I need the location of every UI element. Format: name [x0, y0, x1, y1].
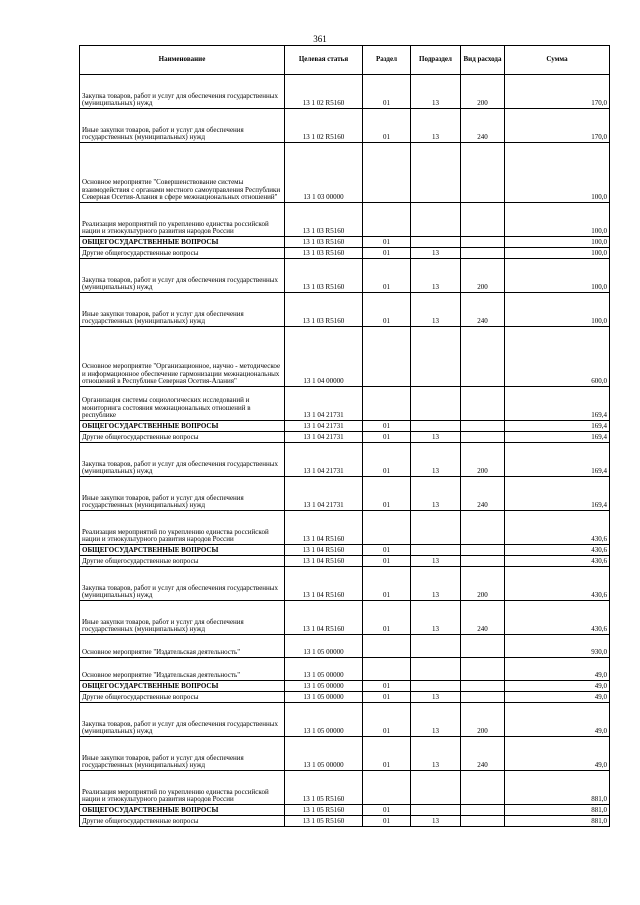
row-amount-cell: 881,0 [505, 816, 610, 827]
header-amount: Сумма [505, 46, 610, 75]
table-row [80, 477, 610, 511]
row-subsection-cell: 13 [411, 248, 461, 259]
row-subsection-cell: 13 [411, 432, 461, 443]
row-code-cell: 13 1 03 R5160 [285, 248, 363, 259]
header-subsection: Подраздел [411, 46, 461, 75]
row-name-cell: ОБЩЕГОСУДАРСТВЕННЫЕ ВОПРОСЫ [80, 805, 285, 816]
row-expense-type-cell [461, 556, 505, 567]
row-section-cell: 01 [363, 75, 411, 109]
row-expense-type-cell [461, 658, 505, 681]
row-amount-cell: 430,6 [505, 556, 610, 567]
row-amount-cell: 49,0 [505, 737, 610, 771]
row-code-cell: 13 1 05 00000 [285, 658, 363, 681]
table-row [80, 703, 610, 737]
row-name-cell: Реализация мероприятий по укреплению единства российской нации и этнокультурного развития народов России [80, 511, 285, 545]
table-row [80, 327, 610, 387]
table-row [80, 805, 610, 816]
row-amount-cell: 169,4 [505, 387, 610, 421]
row-name-cell: Закупка товаров, работ и услуг для обеспечения государственных (муниципальных) нужд [80, 703, 285, 737]
row-name-cell: Иные закупки товаров, работ и услуг для обеспечения государственных (муниципальных) нужд [80, 109, 285, 143]
row-section-cell: 01 [363, 556, 411, 567]
row-amount-cell: 600,0 [505, 327, 610, 387]
row-expense-type-cell [461, 805, 505, 816]
table-row [80, 75, 610, 109]
row-section-cell [363, 327, 411, 387]
page-number: 361 [313, 34, 327, 44]
row-name-cell: ОБЩЕГОСУДАРСТВЕННЫЕ ВОПРОСЫ [80, 545, 285, 556]
row-section-cell [363, 771, 411, 805]
row-expense-type-cell [461, 421, 505, 432]
header-name: Наименование [80, 46, 285, 75]
row-code-cell: 13 1 05 00000 [285, 703, 363, 737]
row-expense-type-cell: 240 [461, 109, 505, 143]
row-section-cell: 01 [363, 601, 411, 635]
table-row [80, 771, 610, 805]
row-subsection-cell [411, 143, 461, 203]
row-subsection-cell [411, 511, 461, 545]
row-expense-type-cell [461, 635, 505, 658]
row-name-cell: Иные закупки товаров, работ и услуг для обеспечения государственных (муниципальных) нужд [80, 737, 285, 771]
row-expense-type-cell: 200 [461, 567, 505, 601]
table-row [80, 443, 610, 477]
table-row [80, 203, 610, 237]
row-name-cell: Закупка товаров, работ и услуг для обеспечения государственных (муниципальных) нужд [80, 75, 285, 109]
table-row [80, 259, 610, 293]
row-expense-type-cell [461, 387, 505, 421]
row-amount-cell: 100,0 [505, 237, 610, 248]
row-code-cell: 13 1 05 00000 [285, 737, 363, 771]
row-name-cell: ОБЩЕГОСУДАРСТВЕННЫЕ ВОПРОСЫ [80, 237, 285, 248]
row-subsection-cell: 13 [411, 75, 461, 109]
row-name-cell: Закупка товаров, работ и услуг для обеспечения государственных (муниципальных) нужд [80, 567, 285, 601]
row-code-cell: 13 1 04 21731 [285, 477, 363, 511]
row-code-cell: 13 1 02 R5160 [285, 109, 363, 143]
row-subsection-cell [411, 545, 461, 556]
row-code-cell: 13 1 04 00000 [285, 327, 363, 387]
row-subsection-cell [411, 658, 461, 681]
row-subsection-cell [411, 771, 461, 805]
table-row [80, 556, 610, 567]
row-code-cell: 13 1 04 21731 [285, 387, 363, 421]
row-expense-type-cell: 240 [461, 737, 505, 771]
table-row [80, 635, 610, 658]
row-expense-type-cell: 200 [461, 443, 505, 477]
row-code-cell: 13 1 02 R5160 [285, 75, 363, 109]
row-code-cell: 13 1 05 R5160 [285, 805, 363, 816]
table-row [80, 511, 610, 545]
row-name-cell: Иные закупки товаров, работ и услуг для обеспечения государственных (муниципальных) нужд [80, 293, 285, 327]
row-amount-cell: 100,0 [505, 143, 610, 203]
table-row [80, 737, 610, 771]
budget-table [79, 45, 610, 827]
row-section-cell: 01 [363, 692, 411, 703]
row-expense-type-cell [461, 143, 505, 203]
row-code-cell: 13 1 04 R5160 [285, 511, 363, 545]
row-expense-type-cell [461, 248, 505, 259]
row-subsection-cell [411, 237, 461, 248]
row-section-cell: 01 [363, 477, 411, 511]
row-amount-cell: 430,6 [505, 567, 610, 601]
row-subsection-cell [411, 387, 461, 421]
row-amount-cell: 170,0 [505, 75, 610, 109]
row-code-cell: 13 1 04 R5160 [285, 545, 363, 556]
row-code-cell: 13 1 03 R5160 [285, 259, 363, 293]
row-name-cell: Другие общегосударственные вопросы [80, 248, 285, 259]
row-subsection-cell: 13 [411, 259, 461, 293]
row-expense-type-cell: 200 [461, 259, 505, 293]
row-expense-type-cell [461, 692, 505, 703]
row-amount-cell: 49,0 [505, 681, 610, 692]
row-subsection-cell [411, 203, 461, 237]
row-amount-cell: 881,0 [505, 771, 610, 805]
row-expense-type-cell: 240 [461, 293, 505, 327]
row-amount-cell: 100,0 [505, 203, 610, 237]
row-subsection-cell: 13 [411, 567, 461, 601]
table-row [80, 237, 610, 248]
table-row [80, 143, 610, 203]
row-expense-type-cell [461, 816, 505, 827]
table-row [80, 601, 610, 635]
row-expense-type-cell [461, 511, 505, 545]
row-code-cell: 13 1 05 00000 [285, 635, 363, 658]
row-section-cell: 01 [363, 681, 411, 692]
row-section-cell: 01 [363, 109, 411, 143]
row-subsection-cell: 13 [411, 477, 461, 511]
row-amount-cell: 169,4 [505, 443, 610, 477]
row-amount-cell: 49,0 [505, 658, 610, 681]
row-amount-cell: 881,0 [505, 805, 610, 816]
table-row [80, 421, 610, 432]
table-row [80, 658, 610, 681]
row-amount-cell: 930,0 [505, 635, 610, 658]
row-expense-type-cell [461, 681, 505, 692]
row-subsection-cell: 13 [411, 293, 461, 327]
row-subsection-cell [411, 327, 461, 387]
row-expense-type-cell: 240 [461, 601, 505, 635]
row-name-cell: Другие общегосударственные вопросы [80, 432, 285, 443]
row-section-cell: 01 [363, 432, 411, 443]
row-subsection-cell: 13 [411, 816, 461, 827]
row-section-cell: 01 [363, 443, 411, 477]
header-expense-type: Вид расхода [461, 46, 505, 75]
row-subsection-cell: 13 [411, 601, 461, 635]
row-amount-cell: 170,0 [505, 109, 610, 143]
table-row [80, 109, 610, 143]
row-expense-type-cell [461, 237, 505, 248]
row-section-cell [363, 511, 411, 545]
row-subsection-cell: 13 [411, 443, 461, 477]
row-section-cell: 01 [363, 259, 411, 293]
row-section-cell: 01 [363, 737, 411, 771]
row-amount-cell: 49,0 [505, 692, 610, 703]
row-amount-cell: 430,6 [505, 545, 610, 556]
row-amount-cell: 169,4 [505, 421, 610, 432]
row-amount-cell: 169,4 [505, 432, 610, 443]
table-row [80, 387, 610, 421]
table-row [80, 545, 610, 556]
row-section-cell [363, 658, 411, 681]
row-amount-cell: 169,4 [505, 477, 610, 511]
row-code-cell: 13 1 05 R5160 [285, 771, 363, 805]
row-subsection-cell [411, 635, 461, 658]
row-name-cell: Реализация мероприятий по укреплению единства российской нации и этнокультурного развития народов России [80, 771, 285, 805]
table-header-row [80, 46, 610, 75]
row-subsection-cell [411, 805, 461, 816]
row-section-cell: 01 [363, 248, 411, 259]
row-section-cell: 01 [363, 421, 411, 432]
table-row [80, 692, 610, 703]
header-code: Целевая статья [285, 46, 363, 75]
row-code-cell: 13 1 05 00000 [285, 692, 363, 703]
row-name-cell: Закупка товаров, работ и услуг для обеспечения государственных (муниципальных) нужд [80, 443, 285, 477]
row-expense-type-cell [461, 545, 505, 556]
row-expense-type-cell [461, 327, 505, 387]
row-amount-cell: 100,0 [505, 293, 610, 327]
row-section-cell: 01 [363, 293, 411, 327]
row-code-cell: 13 1 05 R5160 [285, 816, 363, 827]
row-name-cell: ОБЩЕГОСУДАРСТВЕННЫЕ ВОПРОСЫ [80, 421, 285, 432]
row-name-cell: Иные закупки товаров, работ и услуг для обеспечения государственных (муниципальных) нужд [80, 601, 285, 635]
row-amount-cell: 49,0 [505, 703, 610, 737]
row-name-cell: Другие общегосударственные вопросы [80, 692, 285, 703]
row-section-cell: 01 [363, 805, 411, 816]
row-name-cell: Другие общегосударственные вопросы [80, 816, 285, 827]
row-section-cell [363, 143, 411, 203]
row-name-cell: Основное мероприятие "Издательская деятельность" [80, 635, 285, 658]
row-expense-type-cell: 200 [461, 75, 505, 109]
row-subsection-cell: 13 [411, 556, 461, 567]
row-code-cell: 13 1 04 R5160 [285, 601, 363, 635]
table-row [80, 816, 610, 827]
row-code-cell: 13 1 04 R5160 [285, 556, 363, 567]
row-amount-cell: 430,6 [505, 511, 610, 545]
row-code-cell: 13 1 04 21731 [285, 421, 363, 432]
row-name-cell: ОБЩЕГОСУДАРСТВЕННЫЕ ВОПРОСЫ [80, 681, 285, 692]
row-code-cell: 13 1 05 00000 [285, 681, 363, 692]
row-section-cell: 01 [363, 703, 411, 737]
row-name-cell: Реализация мероприятий по укреплению единства российской нации и этнокультурного развития народов России [80, 203, 285, 237]
row-expense-type-cell: 200 [461, 703, 505, 737]
row-amount-cell: 430,6 [505, 601, 610, 635]
row-section-cell: 01 [363, 237, 411, 248]
row-subsection-cell: 13 [411, 703, 461, 737]
row-code-cell: 13 1 04 21731 [285, 432, 363, 443]
row-section-cell [363, 387, 411, 421]
row-name-cell: Основное мероприятие "Издательская деятельность" [80, 658, 285, 681]
row-amount-cell: 100,0 [505, 259, 610, 293]
row-expense-type-cell [461, 432, 505, 443]
row-code-cell: 13 1 04 21731 [285, 443, 363, 477]
row-name-cell: Закупка товаров, работ и услуг для обеспечения государственных (муниципальных) нужд [80, 259, 285, 293]
header-section: Раздел [363, 46, 411, 75]
row-expense-type-cell [461, 771, 505, 805]
row-amount-cell: 100,0 [505, 248, 610, 259]
table-row [80, 567, 610, 601]
row-name-cell: Основное мероприятие "Совершенствование системы взаимодействия с органами местного самоуправления Республики Северная Осетия-Алания в сфере межнациональных отношений" [80, 143, 285, 203]
row-section-cell [363, 635, 411, 658]
row-expense-type-cell [461, 203, 505, 237]
table-row [80, 293, 610, 327]
row-subsection-cell: 13 [411, 692, 461, 703]
row-code-cell: 13 1 03 R5160 [285, 203, 363, 237]
row-code-cell: 13 1 04 R5160 [285, 567, 363, 601]
row-subsection-cell [411, 681, 461, 692]
row-section-cell: 01 [363, 545, 411, 556]
row-code-cell: 13 1 03 R5160 [285, 237, 363, 248]
row-name-cell: Иные закупки товаров, работ и услуг для обеспечения государственных (муниципальных) нужд [80, 477, 285, 511]
table-row [80, 432, 610, 443]
row-code-cell: 13 1 03 00000 [285, 143, 363, 203]
row-subsection-cell [411, 421, 461, 432]
row-section-cell [363, 203, 411, 237]
row-expense-type-cell: 240 [461, 477, 505, 511]
table-row [80, 681, 610, 692]
row-section-cell: 01 [363, 816, 411, 827]
row-subsection-cell: 13 [411, 109, 461, 143]
row-subsection-cell: 13 [411, 737, 461, 771]
table-row [80, 248, 610, 259]
row-name-cell: Другие общегосударственные вопросы [80, 556, 285, 567]
row-code-cell: 13 1 03 R5160 [285, 293, 363, 327]
row-name-cell: Организация системы социологических исследований и мониторинга состояния межнациональных отношений в республике [80, 387, 285, 421]
row-section-cell: 01 [363, 567, 411, 601]
row-name-cell: Основное мероприятие "Организационное, научно - методическое и информационное обеспечение гармонизации межнациональных отношений в Республике Северная Осетия-Алания" [80, 327, 285, 387]
